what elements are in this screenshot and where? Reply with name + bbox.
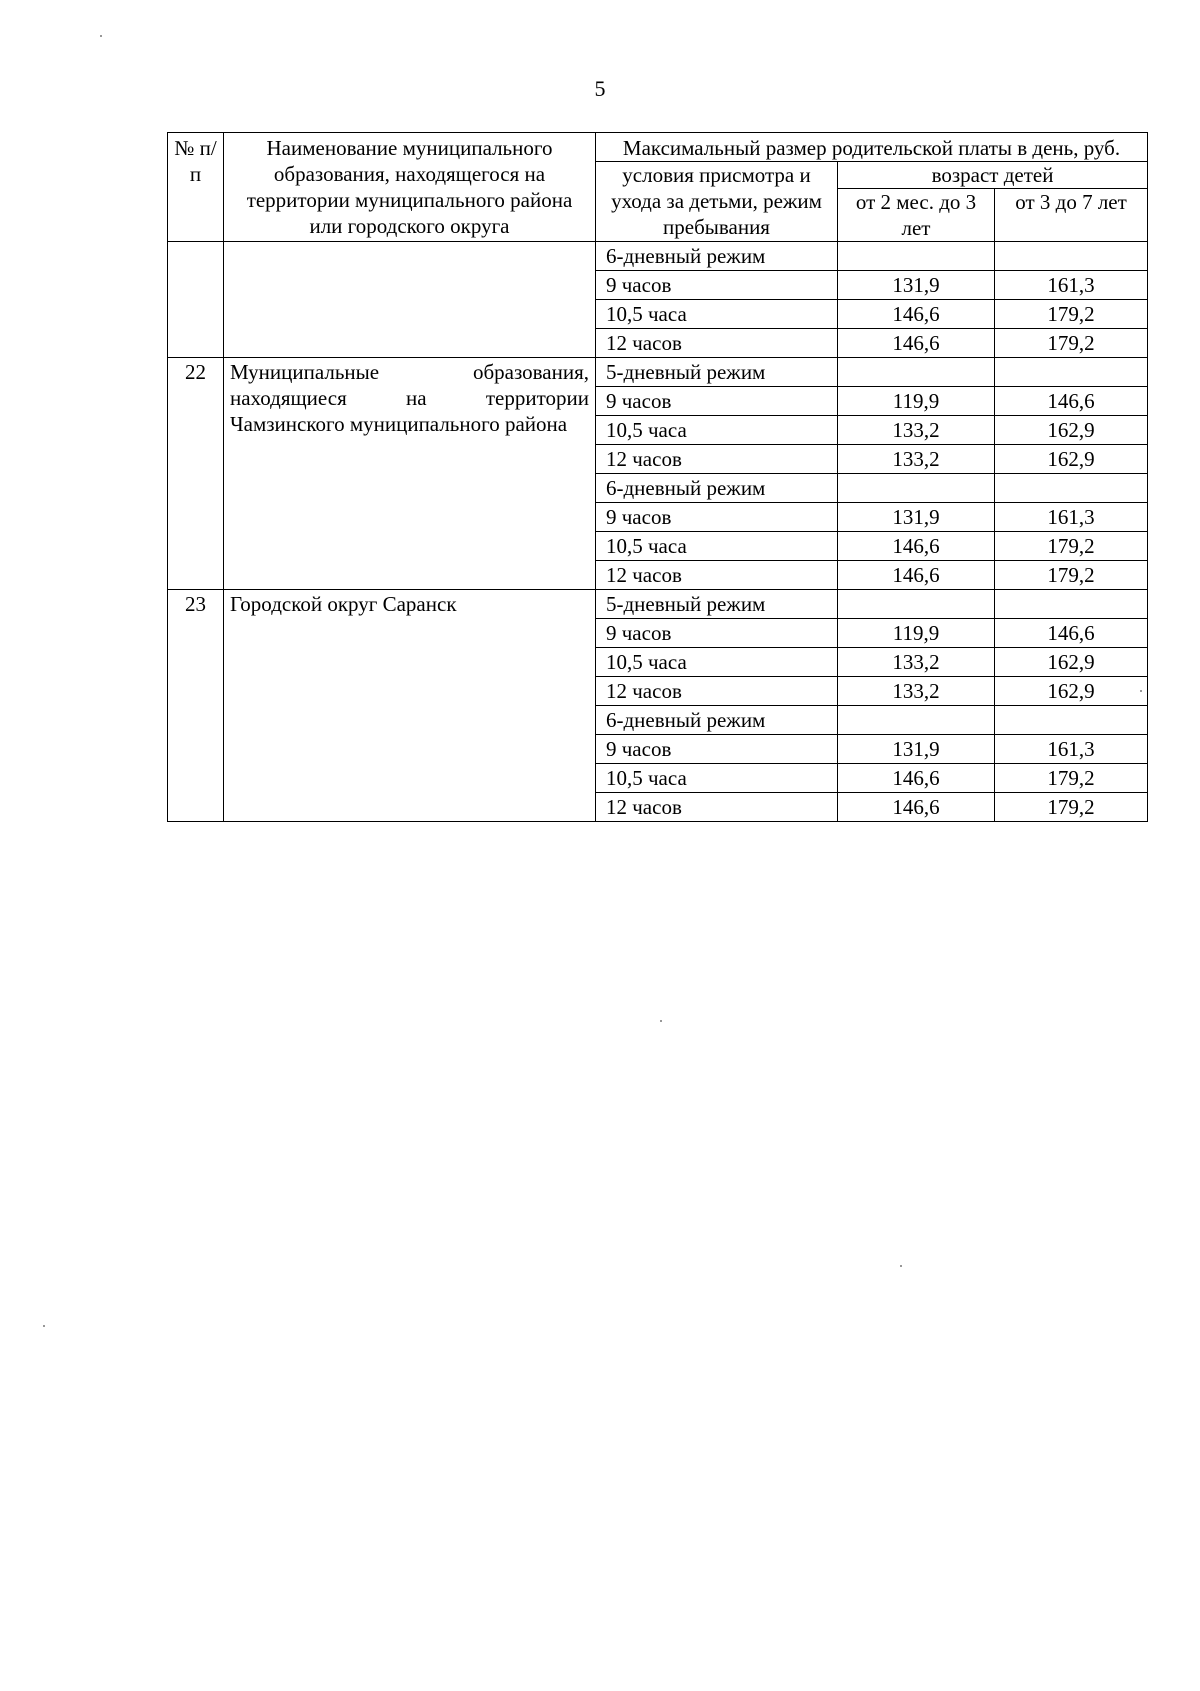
value-age-1-cell: 146,6 [838,561,995,590]
value-age-1-cell: 133,2 [838,416,995,445]
header-max-fee: Максимальный размер родительской платы в день, руб. [596,133,1148,162]
condition-cell: 9 часов [596,503,838,532]
value-age-2-cell: 161,3 [995,735,1148,764]
row-number-cell [168,242,224,358]
header-age: возраст детей [838,162,1148,189]
condition-cell: 12 часов [596,561,838,590]
condition-cell: 12 часов [596,445,838,474]
value-age-2-cell [995,358,1148,387]
header-num: № п/п [168,133,224,242]
municipality-name-cell: Городской округ Саранск [224,590,596,822]
condition-cell: 10,5 часа [596,648,838,677]
value-age-2-cell: 162,9 [995,416,1148,445]
condition-cell: 9 часов [596,387,838,416]
condition-cell: 10,5 часа [596,532,838,561]
value-age-1-cell: 133,2 [838,677,995,706]
value-age-1-cell: 146,6 [838,532,995,561]
value-age-2-cell: 162,9 [995,677,1148,706]
value-age-1-cell [838,242,995,271]
value-age-1-cell: 133,2 [838,445,995,474]
value-age-1-cell [838,474,995,503]
value-age-2-cell: 179,2 [995,532,1148,561]
row-number-cell: 22 [168,358,224,590]
condition-cell: 9 часов [596,271,838,300]
header-row [168,133,1148,162]
value-age-1-cell: 131,9 [838,503,995,532]
value-age-2-cell: 146,6 [995,619,1148,648]
value-age-1-cell: 146,6 [838,329,995,358]
value-age-2-cell: 162,9 [995,648,1148,677]
condition-cell: 5-дневный режим [596,358,838,387]
value-age-2-cell: 161,3 [995,271,1148,300]
condition-cell: 6-дневный режим [596,706,838,735]
value-age-2-cell: 179,2 [995,329,1148,358]
condition-cell: 10,5 часа [596,416,838,445]
value-age-2-cell: 179,2 [995,793,1148,822]
value-age-2-cell [995,590,1148,619]
header-name: Наименование муниципального образования, находящегося на территории муниципального района или городского округа [224,133,596,242]
fee-table-body [168,133,1148,822]
municipality-name-cell: Муниципальные образования, находящиеся на территории Чамзинского муниципального района [224,358,596,590]
value-age-2-cell [995,706,1148,735]
value-age-2-cell: 179,2 [995,300,1148,329]
table-row [168,358,1148,387]
header-age-1: от 2 мес. до 3 лет [838,189,995,242]
value-age-1-cell: 146,6 [838,764,995,793]
condition-cell: 6-дневный режим [596,474,838,503]
condition-cell: 10,5 часа [596,300,838,329]
value-age-1-cell: 133,2 [838,648,995,677]
value-age-2-cell: 146,6 [995,387,1148,416]
value-age-1-cell: 131,9 [838,271,995,300]
condition-cell: 9 часов [596,735,838,764]
value-age-1-cell: 146,6 [838,300,995,329]
municipality-name-cell [224,242,596,358]
condition-cell: 12 часов [596,677,838,706]
header-age-2: от 3 до 7 лет [995,189,1148,242]
value-age-1-cell [838,706,995,735]
value-age-2-cell: 179,2 [995,561,1148,590]
value-age-1-cell [838,590,995,619]
row-number-cell: 23 [168,590,224,822]
condition-cell: 12 часов [596,793,838,822]
condition-cell: 6-дневный режим [596,242,838,271]
condition-cell: 12 часов [596,329,838,358]
value-age-2-cell: 161,3 [995,503,1148,532]
value-age-2-cell: 162,9 [995,445,1148,474]
table-row [168,242,1148,271]
page-number: 5 [594,76,606,101]
table-row [168,590,1148,619]
value-age-2-cell [995,242,1148,271]
header-conditions: условия присмотра и ухода за детьми, режим пребывания [596,162,838,242]
value-age-1-cell: 119,9 [838,387,995,416]
value-age-2-cell: 179,2 [995,764,1148,793]
value-age-1-cell: 131,9 [838,735,995,764]
condition-cell: 9 часов [596,619,838,648]
value-age-1-cell: 119,9 [838,619,995,648]
value-age-1-cell [838,358,995,387]
fee-table [167,132,1148,822]
value-age-1-cell: 146,6 [838,793,995,822]
value-age-2-cell [995,474,1148,503]
condition-cell: 10,5 часа [596,764,838,793]
condition-cell: 5-дневный режим [596,590,838,619]
